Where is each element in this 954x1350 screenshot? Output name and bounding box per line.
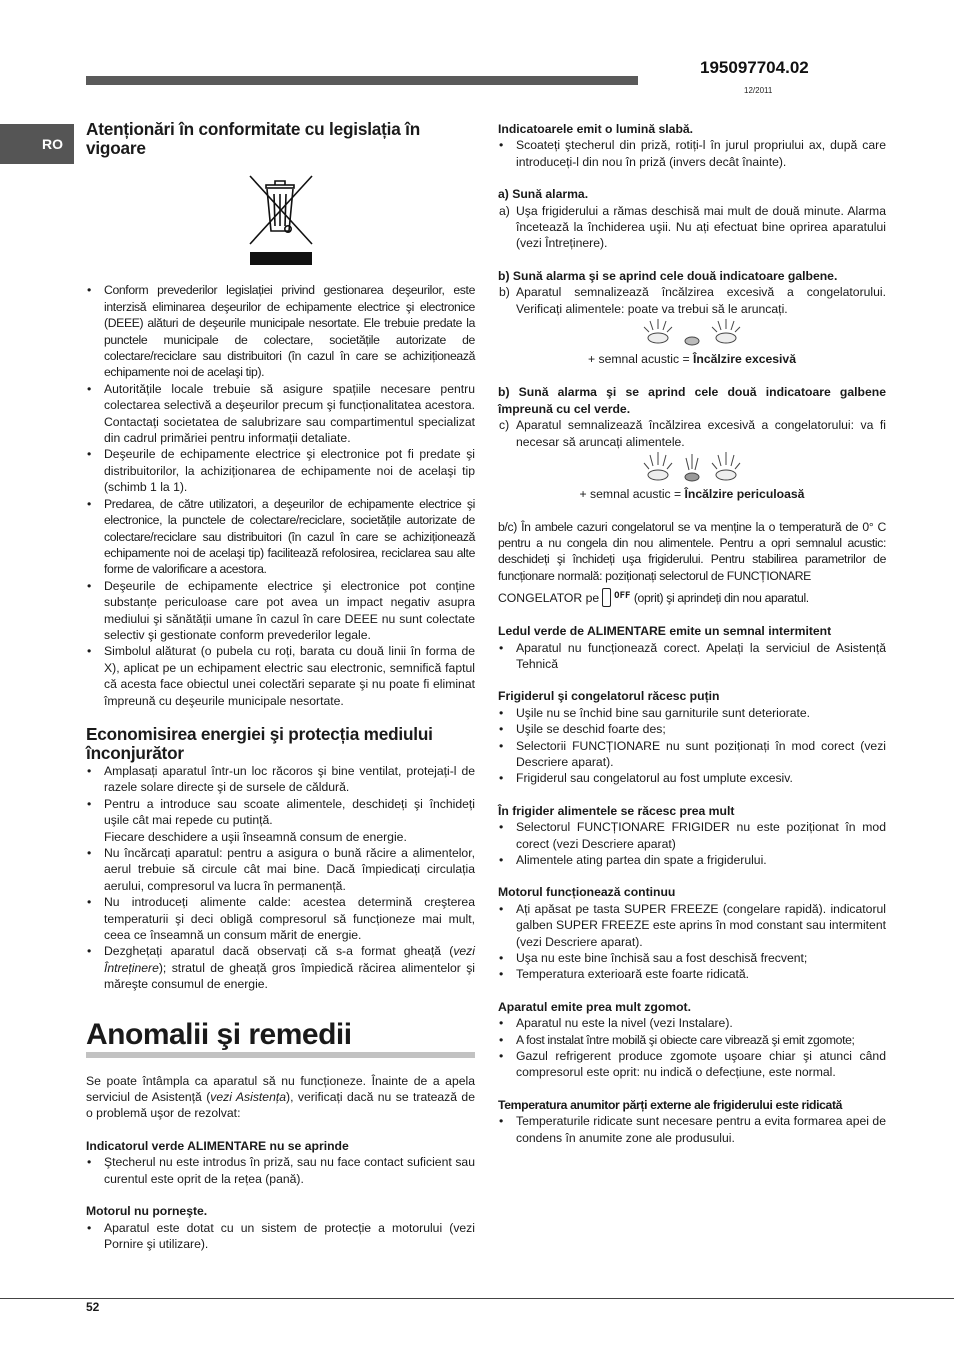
list-item-text: Pentru a introduce sau scoate alimentele, deschideți şi închideți uşile cât mai repede cu putință.: [104, 796, 475, 828]
list-item: • Frigiderul sau congelatorul au fost umplute excesiv.: [498, 770, 886, 786]
problem-title: Indicatorul verde ALIMENTARE nu se aprinde: [86, 1138, 349, 1153]
problem-list: [86, 1154, 475, 1187]
right-column: [498, 121, 886, 1146]
troubleshooting-intro: [86, 1073, 475, 1122]
list-item: • Aparatul nu este la nivel (vezi Instalare).: [498, 1015, 886, 1031]
document-number: 195097704.02: [700, 58, 809, 77]
indicator-leds-all-icon: [632, 450, 752, 486]
problem-title: În frigider alimentele se răcesc prea mult: [498, 803, 735, 818]
legislation-list: [86, 282, 475, 709]
led-caption: [498, 351, 886, 367]
list-item: • Temperaturile ridicate sunt necesare pentru a evita formarea apei de condens în anumite zone ale produsului.: [498, 1113, 886, 1146]
list-item: • Ați apăsat pe tasta SUPER FREEZE (congelare rapidă). indicatorul galben SUPER FREEZE este aprins în mod constant sau intermitent (vezi Descriere aparat).: [498, 901, 886, 950]
problem-title: Temperatura anumitor părți externe ale frigiderului este ridicată: [498, 1097, 843, 1112]
problem-title: b) Sună alarma şi se aprind cele două indicatoare galbene.: [498, 268, 838, 283]
list-item: [86, 943, 475, 992]
caption-text: + semnal acustic =: [579, 487, 685, 502]
left-column: [86, 120, 475, 1252]
problem-title: Motorul funcționează continuu: [498, 885, 676, 900]
list-item: • Nu introduceți alimente calde: acestea determină creşterea temperaturii şi deci obligă compresorul să funcționeze mai mult, ceea ce înseamnă un consum mărit de energie.: [86, 894, 475, 943]
list-item: • Ştecherul nu este introdus în priză, sau nu face contact suficient sau curentul este oprit de la rețea (pană).: [86, 1154, 475, 1187]
note-paragraph: b/c) În ambele cazuri congelatorul se va menține la o temperatură de 0° C pentru a nu congela din nou alimentele. Pentru a opri semnalul acustic: deschideți şi închideți uşa frigiderului. Pentru stabilirea parametrilor de funcționare normală: poziționați selectorul de FUNCȚIONARE: [498, 519, 886, 583]
problem-list: [498, 284, 886, 317]
problem-list: [498, 1015, 886, 1081]
list-item: • A fost instalat între mobilă şi obiecte care vibrează şi emit zgomote;: [498, 1032, 886, 1048]
note-text: (oprit) şi aprindeți din nou aparatul.: [633, 591, 809, 606]
list-item: • Nu încărcați aparatul: pentru a asigura o bună răcire a alimentelor, aerul trebuie să circule cât mai bine. Dacă împiedicați circulația aerului, compresorul va lucra în permanență.: [86, 845, 475, 894]
list-item: b) Aparatul semnalizează încălzirea excesivă a congelatorului. Verificați alimentele: poate va trebui să le aruncați.: [498, 284, 886, 317]
problem-title: Aparatul emite prea mult zgomot.: [498, 999, 691, 1014]
list-item: • Gazul refrigerent produce zgomote uşoare chiar şi atunci când compresorul este oprit: nu indică o defecțiune, este normal.: [498, 1048, 886, 1081]
footer-rule: [0, 1298, 954, 1299]
list-item: • Predarea, de către utilizatori, a deşeurilor de echipamente electrice şi electronice, la punctele de colectare/reciclare, societățile autorizate de colectare/reciclare sau distribuitori (în cazul în care se achiziționează echipamente noi de acelaşi tip) facilitează refolosirea, reciclarea sau alte forme de valorificare a acestora.: [86, 496, 475, 578]
list-item: • Aparatul este dotat cu un sistem de protecție a motorului (vezi Pornire şi utilizare).: [86, 1220, 475, 1253]
problem-list: [498, 705, 886, 787]
list-item: • Temperatura exterioară este foarte ridicată.: [498, 966, 886, 982]
list-item: [86, 796, 475, 845]
section-title-energy: Economisirea energiei şi protecția mediului înconjurător: [86, 723, 433, 763]
section-title-troubleshooting: Anomalii şi remedii: [86, 1017, 352, 1051]
caption-highlight: Încălzire periculoasă: [684, 487, 805, 502]
list-item: • Selectorul FUNCȚIONARE FRIGIDER nu este poziționat în mod corect (vezi Descriere aparat): [498, 819, 886, 852]
off-label: OFF: [614, 591, 631, 602]
indicator-leds-yellow-icon: [632, 317, 752, 349]
list-item: • Aparatul nu funcționează corect. Apelați la serviciul de Asistență Tehnică: [498, 640, 886, 673]
header-rule: [86, 76, 638, 85]
list-item: • Alimentele ating partea din spate a frigiderului.: [498, 852, 886, 868]
caption-text: + semnal acustic =: [588, 352, 693, 367]
list-item: • Selectorii FUNCȚIONARE nu sunt poziționați în mod corect (vezi Descriere aparat).: [498, 738, 886, 771]
list-item: • Deşeurile de echipamente electrice şi electronice pot conține substanțe periculoase care pot avea un impact negativ asupra mediului şi sănătății umane în cazul în care DEEE nu sunt colectate selectiv şi gestionate conform prevederilor legale.: [86, 578, 475, 644]
list-item-text: Dezghețați aparatul dacă observați că s-a format gheață (: [104, 944, 454, 959]
intro-text: Se poate întâmpla ca aparatul să nu funcționeze. Înainte de a apela serviciul de Asistență (: [86, 1073, 475, 1105]
note-paragraph: [498, 588, 886, 607]
switch-off-icon: [602, 588, 611, 607]
intro-reference: vezi Asistența: [210, 1090, 287, 1105]
list-item: • Autoritățile locale trebuie să asigure spațiile necesare pentru colectarea selectivă a deşeurilor precum şi funcționalitatea acestora. Contactați societatea de salubrizare sau compartimentul specializat din cadrul primăriei pentru informații detaliate.: [86, 381, 475, 447]
problem-list: [498, 203, 886, 252]
section-title-legislation: Atenționări în conformitate cu legislația în vigoare: [86, 119, 421, 158]
list-item: • Deşeurile de echipamente electrice şi electronice pot fi predate şi distribuitorilor, la achiziționarea de echipamente noi de acelaşi tip (schimb 1 la 1).: [86, 446, 475, 495]
list-item-text: ); stratul de gheață gros împiedică răcirea alimentelor şi măreşte consumul de energie.: [104, 960, 475, 992]
weee-bin-icon: [246, 172, 316, 266]
note-text: CONGELATOR pe: [498, 591, 600, 606]
problem-list: [498, 819, 886, 868]
list-item: • Uşile se deschid foarte des;: [498, 721, 886, 737]
list-item-reference: vezi Întreținere: [104, 944, 475, 975]
problem-list: [498, 417, 886, 450]
intro-text: ), verificați dacă nu se tratează de o problemă uşor de rezolvat:: [86, 1090, 475, 1121]
section-title-wrap: [86, 1019, 475, 1058]
problem-title: Motorul nu porneşte.: [86, 1204, 208, 1219]
document-date: 12/2011: [744, 86, 773, 95]
list-item: • Simbolul alăturat (o pubela cu roți, barata cu două linii în forma de X), aplicat pe un echipament electric sau electronic, semnifică faptul că acesta face obiectul unei colectări separate şi nu poate fi eliminat împreună cu deşeurile municipale nesortate.: [86, 643, 475, 709]
problem-title: a) Sună alarma.: [498, 187, 589, 202]
list-item-text: Fiecare deschidere a uşii înseamnă consum de energie.: [104, 829, 407, 844]
problem-title: Ledul verde de ALIMENTARE emite un semnal intermitent: [498, 624, 832, 639]
list-item: • Scoateți ştecherul din priză, rotiți-l în jurul propriului ax, după care introduceți-l din nou în priză (invers decât înainte).: [498, 137, 886, 170]
list-item: c) Aparatul semnalizează încălzirea excesivă a congelatorului: va fi necesar să aruncați alimentele.: [498, 417, 886, 450]
problem-list: [86, 1220, 475, 1253]
led-caption: [498, 486, 886, 502]
problem-list: [498, 137, 886, 170]
problem-title: Indicatoarele emit o lumină slabă.: [498, 122, 694, 136]
problem-title: b) Sună alarma şi se aprind cele două indicatoare galbene împreună cu cel verde.: [498, 385, 886, 416]
problem-list: [498, 901, 886, 983]
list-item: • Uşile nu se închid bine sau garniturile sunt deteriorate.: [498, 705, 886, 721]
page-number: 52: [86, 1300, 100, 1314]
language-tab: RO: [0, 124, 74, 164]
list-item: a) Uşa frigiderului a rămas deschisă mai mult de două minute. Alarma încetează la închiderea uşii. Nu ați efectuat bine oprirea aparatului (vezi Întreținere).: [498, 203, 886, 252]
caption-highlight: Încălzire excesivă: [693, 352, 796, 367]
problem-list: [498, 640, 886, 673]
energy-list: [86, 763, 475, 993]
list-item: • Conform prevederilor legislației privind gestionarea deşeurilor, este interzisă eliminarea deşeurilor de echipamente electrice şi electronice (DEEE) alături de deşeurile municipale nesortate. Ele trebuie predate la punctele municipale de colectare, societățile autorizate de colectare/reciclare sau distribuitori (în cazul în care se achiziționează echipamente noi de acelaşi tip).: [86, 282, 475, 380]
list-item: • Uşa nu este bine închisă sau a fost deschisă frecvent;: [498, 950, 886, 966]
problem-list: [498, 1113, 886, 1146]
problem-title: Frigiderul şi congelatorul răcesc puțin: [498, 689, 720, 704]
list-item: • Amplasați aparatul într-un loc răcoros şi bine ventilat, protejați-l de razele solare directe şi de sursele de căldură.: [86, 763, 475, 796]
